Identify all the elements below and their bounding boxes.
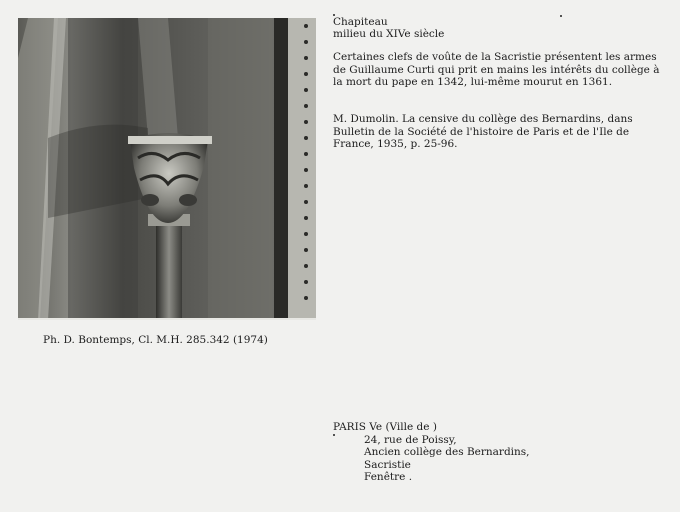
location-address: 24, rue de Poissy, [364, 433, 457, 446]
description-paragraph: Certaines clefs de voûte de la Sacristie présentent les armes de Guillaume Curti qui prit en mains les intérêts du collège à la mort du pape en 1342, lui-même mourut en 1361. [333, 51, 660, 88]
bibliography-paragraph: M. Dumolin. La censive du collège des Bernardins, dans Bulletin de la Société de l'histoire de Paris et de l'Ile de France, 1935, p. 25-96. [333, 113, 633, 150]
location-block [333, 421, 530, 484]
margin-mark [560, 15, 562, 17]
location-city: PARIS Ve (Ville de ) [333, 421, 437, 433]
location-room: Sacristie [364, 458, 411, 471]
location-building: Ancien collège des Bernardins, [364, 446, 530, 458]
document-title: Chapiteau [333, 16, 388, 28]
location-element: Fenêtre . [364, 471, 413, 483]
capital-photograph [18, 18, 316, 320]
photo-credit: Ph. D. Bontemps, Cl. M.H. 285.342 (1974) [43, 334, 268, 346]
document-subtitle: milieu du XIVe siècle [333, 28, 445, 40]
margin-mark [333, 434, 335, 436]
